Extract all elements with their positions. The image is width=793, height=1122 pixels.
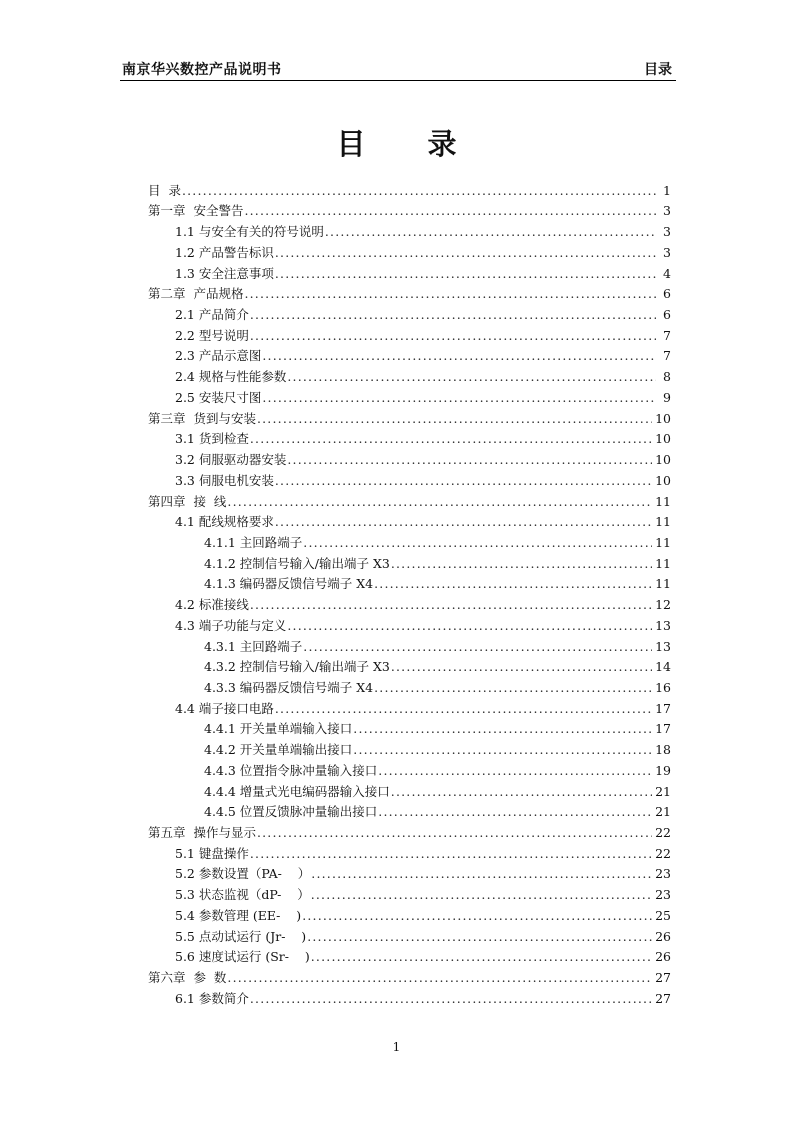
toc-entry-page: 10	[655, 431, 671, 447]
toc-entry-label: 2.4 规格与性能参数	[175, 369, 287, 385]
toc-dot-leader	[275, 701, 652, 717]
toc-entry[interactable]	[148, 261, 671, 282]
toc-entry-page: 26	[655, 949, 671, 965]
header-section: 目录	[644, 62, 672, 78]
toc-entry-page: 4	[663, 265, 671, 281]
toc-entry-page: 11	[655, 493, 671, 509]
toc-entry-label: 4.3.1 主回路端子	[204, 638, 303, 654]
toc-entry[interactable]	[148, 364, 671, 385]
toc-entry-page: 27	[655, 990, 671, 1006]
toc-dot-leader	[378, 763, 652, 779]
toc-entry-label: 1.2 产品警告标识	[175, 244, 274, 260]
toc-entry[interactable]	[148, 675, 671, 696]
toc-entry-page: 6	[663, 286, 671, 302]
toc-dot-leader	[262, 348, 656, 364]
toc-dot-leader	[353, 721, 652, 737]
toc-entry[interactable]	[148, 323, 671, 344]
toc-entry-page: 22	[655, 845, 671, 861]
toc-dot-leader	[353, 742, 652, 758]
toc-entry-label: 2.3 产品示意图	[175, 348, 262, 364]
toc-entry-page: 23	[655, 866, 671, 882]
toc-entry[interactable]	[148, 758, 671, 779]
toc-dot-leader	[244, 286, 656, 302]
toc-entry-label: 4.1.2 控制信号输入/输出端子 X3	[204, 555, 390, 571]
toc-entry-page: 11	[655, 555, 671, 571]
toc-entry[interactable]	[148, 282, 671, 303]
toc-dot-leader	[250, 991, 652, 1007]
toc-entry-label: 第五章 操作与显示	[148, 825, 256, 840]
toc-dot-leader	[182, 183, 656, 199]
toc-entry-label: 5.4 参数管理 (EE- )	[175, 907, 302, 923]
toc-entry[interactable]	[148, 385, 671, 406]
toc-entry[interactable]	[148, 551, 671, 572]
toc-entry-page: 6	[663, 307, 671, 323]
toc-entry[interactable]	[148, 468, 671, 489]
toc-entry[interactable]	[148, 924, 671, 945]
toc-entry[interactable]	[148, 820, 671, 841]
toc-entry-page: 7	[663, 327, 671, 343]
toc-entry[interactable]	[148, 489, 671, 510]
toc-dot-leader	[287, 452, 652, 468]
toc-dot-leader	[287, 369, 656, 385]
toc-dot-leader	[275, 514, 652, 530]
toc-dot-leader	[303, 639, 652, 655]
toc-entry-page: 13	[655, 638, 671, 654]
page-number: 1	[392, 1040, 401, 1054]
toc-entry-label: 第四章 接 线	[148, 493, 227, 509]
toc-dot-leader	[302, 908, 652, 924]
toc-entry-label: 2.1 产品简介	[175, 307, 249, 323]
toc-entry[interactable]	[148, 302, 671, 323]
toc-entry[interactable]	[148, 178, 671, 199]
toc-entry[interactable]	[148, 240, 671, 261]
toc-entry-page: 21	[655, 783, 671, 799]
toc-entry-page: 19	[655, 762, 671, 778]
toc-dot-leader	[250, 431, 652, 447]
toc-entry-page: 21	[655, 804, 671, 820]
toc-entry[interactable]	[148, 965, 671, 986]
toc-entry-page: 17	[655, 721, 671, 737]
toc-entry[interactable]	[148, 406, 671, 427]
toc-dot-leader	[391, 556, 652, 572]
toc-entry[interactable]	[148, 655, 671, 676]
toc-dot-leader	[244, 203, 656, 219]
table-of-contents	[148, 178, 671, 1007]
toc-entry-page: 16	[655, 679, 671, 695]
toc-entry-page: 3	[663, 224, 671, 240]
toc-entry-page: 13	[655, 617, 671, 633]
toc-dot-leader	[275, 473, 652, 489]
toc-entry[interactable]	[148, 199, 671, 220]
toc-dot-leader	[262, 390, 656, 406]
toc-entry-page: 8	[663, 369, 671, 385]
toc-entry[interactable]	[148, 592, 671, 613]
toc-entry-label: 4.4.4 增量式光电编码器输入接口	[204, 783, 390, 799]
toc-entry-page: 18	[655, 742, 671, 758]
toc-dot-leader	[227, 494, 652, 510]
toc-dot-leader	[311, 866, 652, 882]
toc-entry-label: 3.1 货到检查	[175, 431, 249, 447]
page-title: 目 录	[336, 127, 483, 161]
toc-entry-label: 4.1 配线规格要求	[175, 514, 274, 530]
toc-entry-label: 5.5 点动试运行 (Jr- )	[175, 928, 307, 944]
toc-entry-label: 4.4.5 位置反馈脉冲量输出接口	[204, 804, 378, 820]
toc-dot-leader	[275, 266, 656, 282]
toc-dot-leader	[391, 784, 652, 800]
toc-entry-label: 5.3 状态监视（dP- ）	[175, 887, 310, 903]
toc-entry-label: 4.1.1 主回路端子	[204, 534, 303, 550]
toc-entry-label: 第三章 货到与安装	[148, 410, 256, 426]
toc-entry-label: 4.1.3 编码器反馈信号端子 X4	[204, 576, 374, 592]
toc-entry-page: 22	[655, 825, 671, 840]
toc-entry-page: 3	[663, 203, 671, 219]
toc-entry-page: 11	[655, 534, 671, 550]
toc-dot-leader	[250, 307, 656, 323]
toc-entry-label: 2.2 型号说明	[175, 327, 249, 343]
header-title: 南京华兴数控产品说明书	[122, 62, 282, 78]
toc-dot-leader	[307, 929, 652, 945]
toc-entry-page: 26	[655, 928, 671, 944]
toc-dot-leader	[275, 245, 656, 261]
toc-entry-label: 4.3.3 编码器反馈信号端子 X4	[204, 679, 374, 695]
toc-entry-page: 10	[655, 472, 671, 488]
toc-entry-page: 10	[655, 452, 671, 468]
toc-entry-page: 1	[663, 182, 671, 198]
toc-dot-leader	[303, 535, 652, 551]
toc-entry-label: 4.4.2 开关量单端输出接口	[204, 742, 353, 758]
toc-entry[interactable]	[148, 427, 671, 448]
toc-entry[interactable]	[148, 447, 671, 468]
toc-entry-page: 11	[655, 576, 671, 592]
toc-entry-page: 11	[655, 514, 671, 530]
toc-entry[interactable]	[148, 779, 671, 800]
toc-entry-label: 4.4 端子接口电路	[175, 700, 274, 716]
toc-entry[interactable]	[148, 613, 671, 634]
toc-entry-label: 第六章 参 数	[148, 970, 227, 986]
toc-entry-label: 3.2 伺服驱动器安装	[175, 452, 287, 468]
toc-entry[interactable]	[148, 696, 671, 717]
toc-dot-leader	[257, 411, 652, 427]
page-header	[120, 58, 676, 81]
toc-entry-label: 5.1 键盘操作	[175, 845, 249, 861]
toc-entry[interactable]	[148, 717, 671, 738]
toc-entry[interactable]	[148, 862, 671, 883]
toc-dot-leader	[391, 659, 652, 675]
toc-entry[interactable]	[148, 986, 671, 1007]
toc-entry-label: 第一章 安全警告	[148, 203, 244, 219]
toc-entry-page: 25	[655, 907, 671, 923]
toc-entry-label: 4.3.2 控制信号输入/输出端子 X3	[204, 659, 390, 675]
toc-dot-leader	[227, 970, 652, 986]
toc-entry-label: 4.3 端子功能与定义	[175, 617, 287, 633]
toc-entry-label: 目 录	[148, 182, 181, 198]
toc-entry-label: 3.3 伺服电机安装	[175, 472, 274, 488]
toc-entry[interactable]	[148, 903, 671, 924]
toc-dot-leader	[378, 804, 652, 820]
toc-dot-leader	[311, 887, 652, 903]
toc-dot-leader	[374, 576, 652, 592]
toc-entry-label: 1.1 与安全有关的符号说明	[175, 224, 324, 240]
toc-entry-page: 9	[663, 389, 671, 405]
toc-entry-label: 4.4.1 开关量单端输入接口	[204, 721, 353, 737]
toc-entry-page: 3	[663, 244, 671, 260]
toc-entry-label: 5.2 参数设置（PA- ）	[175, 866, 311, 882]
toc-entry-page: 14	[655, 659, 671, 675]
toc-entry[interactable]	[148, 530, 671, 551]
toc-entry[interactable]	[148, 800, 671, 821]
toc-entry-label: 2.5 安装尺寸图	[175, 389, 262, 405]
toc-dot-leader	[374, 680, 652, 696]
toc-dot-leader	[287, 618, 652, 634]
toc-entry[interactable]	[148, 634, 671, 655]
toc-entry-page: 17	[655, 700, 671, 716]
toc-dot-leader	[250, 597, 652, 613]
toc-entry-label: 4.4.3 位置指令脉冲量输入接口	[204, 762, 378, 778]
toc-entry-page: 27	[655, 970, 671, 986]
toc-entry-label: 6.1 参数简介	[175, 990, 249, 1006]
toc-entry[interactable]	[148, 882, 671, 903]
toc-dot-leader	[325, 224, 656, 240]
toc-entry[interactable]	[148, 737, 671, 758]
toc-entry[interactable]	[148, 344, 671, 365]
toc-entry-label: 4.2 标准接线	[175, 597, 249, 613]
toc-entry[interactable]	[148, 841, 671, 862]
toc-entry-page: 10	[655, 410, 671, 426]
toc-entry[interactable]	[148, 945, 671, 966]
toc-dot-leader	[250, 328, 656, 344]
toc-dot-leader	[250, 846, 652, 862]
toc-entry-label: 第二章 产品规格	[148, 286, 244, 302]
toc-entry-label: 5.6 速度试运行 (Sr- )	[175, 949, 310, 965]
toc-entry-page: 7	[663, 348, 671, 364]
toc-entry[interactable]	[148, 572, 671, 593]
toc-entry-label: 1.3 安全注意事项	[175, 265, 274, 281]
toc-entry[interactable]	[148, 510, 671, 531]
toc-entry-page: 23	[655, 887, 671, 903]
toc-entry-page: 12	[655, 597, 671, 613]
toc-dot-leader	[257, 825, 652, 841]
toc-entry[interactable]	[148, 219, 671, 240]
toc-dot-leader	[311, 949, 652, 965]
